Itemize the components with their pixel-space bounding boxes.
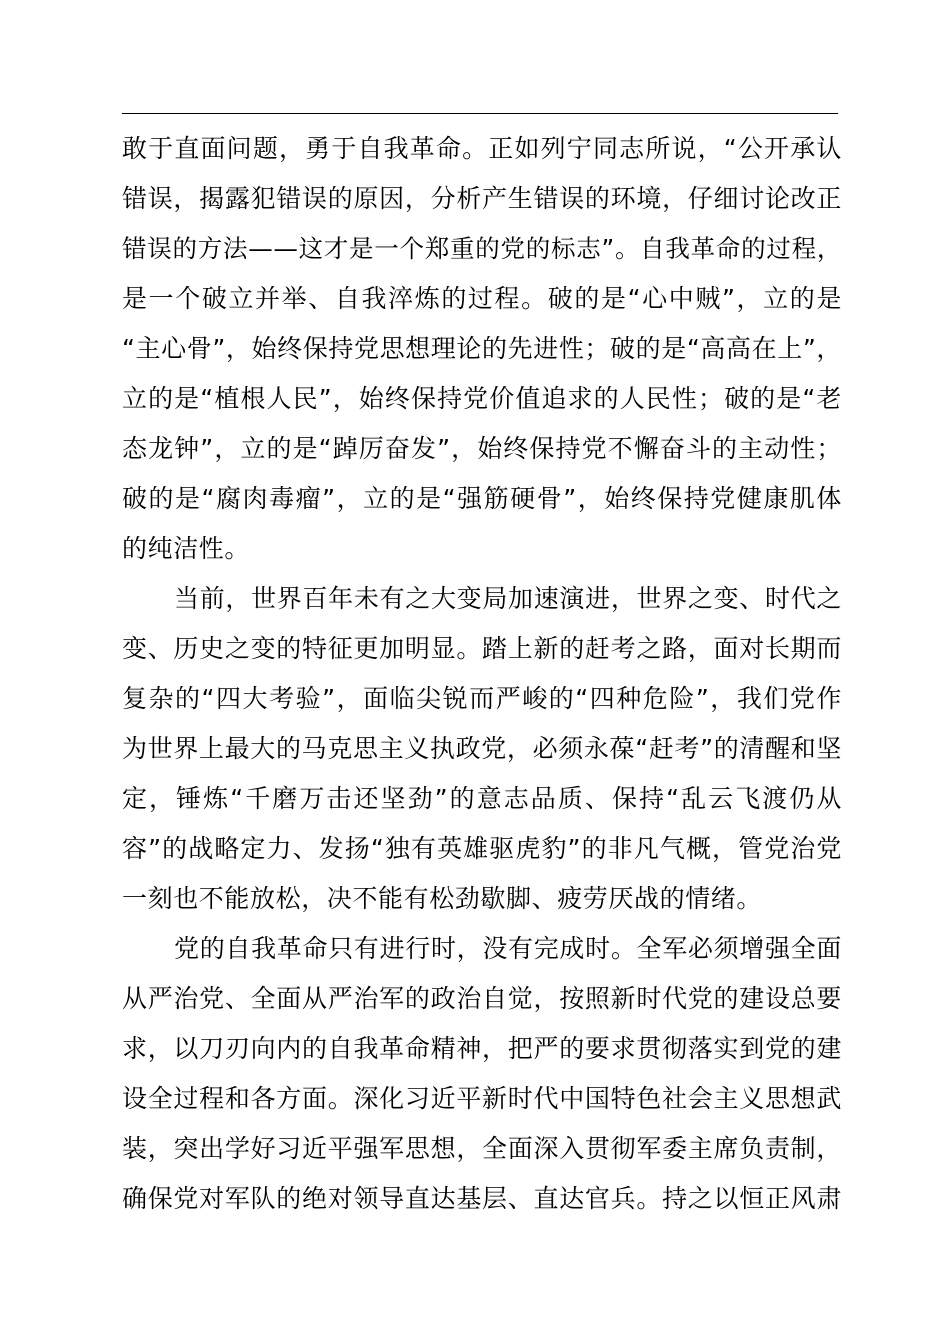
text-line: 党的自我革命只有进行时，没有完成时。全军必须增强全面 [174,934,842,963]
text-line: 为世界上最大的马克思主义执政党，必须永葆“赶考”的清醒和坚 [122,734,842,763]
text-line: 立的是“植根人民”，始终保持党价值追求的人民性；破的是“老 [122,384,842,413]
text-line: 定，锤炼“千磨万击还坚劲”的意志品质、保持“乱云飞渡仍从 [122,784,842,813]
text-line: 当前，世界百年未有之大变局加速演进，世界之变、时代之 [174,584,842,613]
text-line: 错误，揭露犯错误的原因，分析产生错误的环境，仔细讨论改正 [122,184,842,213]
text-line: 错误的方法——这才是一个郑重的党的标志”。自我革命的过程， [122,234,842,263]
text-line: 的纯洁性。 [122,534,251,563]
text-line: 变、历史之变的特征更加明显。踏上新的赶考之路，面对长期而 [122,634,842,663]
document-body [122,124,842,1224]
text-line: 从严治党、全面从严治军的政治自觉，按照新时代党的建设总要 [122,984,842,1013]
text-line: 是一个破立并举、自我淬炼的过程。破的是“心中贼”，立的是 [122,284,842,313]
paragraph-3 [122,924,842,1224]
text-line: 一刻也不能放松，决不能有松劲歇脚、疲劳厌战的情绪。 [122,884,763,913]
text-line: 装，突出学好习近平强军思想，全面深入贯彻军委主席负责制， [122,1134,842,1163]
text-line: 敢于直面问题，勇于自我革命。正如列宁同志所说，“公开承认 [122,134,842,163]
text-line: 复杂的“四大考验”，面临尖锐而严峻的“四种危险”，我们党作 [122,684,842,713]
paragraph-2 [122,574,842,924]
header-rule [122,113,838,114]
paragraph-1 [122,124,842,574]
text-line: 容”的战略定力、发扬“独有英雄驱虎豹”的非凡气概，管党治党 [122,834,842,863]
text-line: 设全过程和各方面。深化习近平新时代中国特色社会主义思想武 [122,1084,842,1113]
text-line: 态龙钟”，立的是“踔厉奋发”，始终保持党不懈奋斗的主动性； [122,434,842,463]
text-line: “主心骨”，始终保持党思想理论的先进性；破的是“高高在上”， [122,334,842,363]
text-line: 破的是“腐肉毒瘤”，立的是“强筋硬骨”，始终保持党健康肌体 [122,484,842,513]
text-line: 求，以刀刃向内的自我革命精神，把严的要求贯彻落实到党的建 [122,1034,842,1063]
text-line: 确保党对军队的绝对领导直达基层、直达官兵。持之以恒正风肃 [122,1184,842,1213]
